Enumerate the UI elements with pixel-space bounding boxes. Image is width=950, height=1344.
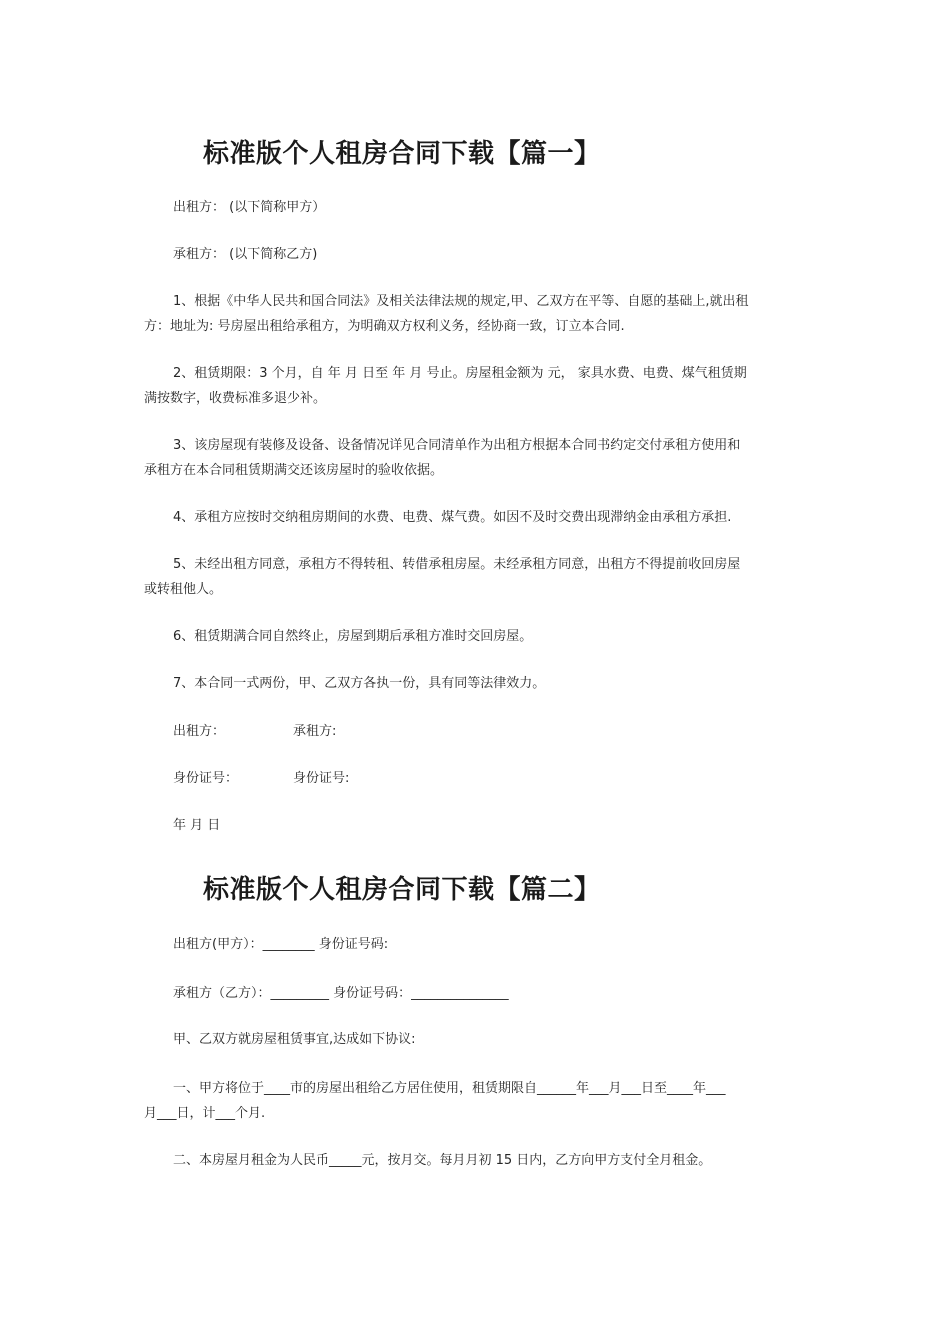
article-1-line-1: 一、甲方将位于____市的房屋出租给乙方居住使用，租赁期限自______年___月___日至____年___ <box>173 1081 726 1096</box>
clause-1-line-2: 方：地址为: 号房屋出租给承租方，为明确双方权利义务，经协商一致，订立本合同. <box>144 319 625 334</box>
signature-lessor-label: 出租方： <box>173 724 226 739</box>
clause-2-line-2: 满按数字，收费标准多退少补。 <box>144 391 327 406</box>
lessor-line: 出租方： (以下简称甲方） <box>173 200 326 215</box>
clause-2-line-1: 2、租赁期限：3 个月，自 年 月 日至 年 月 号止。房屋租金额为 元， 家具水费、电费、煤气租赁期 <box>173 366 747 381</box>
clause-3-line-2: 承租方在本合同租赁期满交还该房屋时的验收依据。 <box>144 463 444 478</box>
clause-6: 6、租赁期满合同自然终止，房屋到期后承租方准时交回房屋。 <box>173 629 533 644</box>
clause-4: 4、承租方应按时交纳租房期间的水费、电费、煤气费。如因不及时交费出现滞纳金由承租方承担. <box>173 510 732 525</box>
clause-5-line-2: 或转租他人。 <box>144 582 223 597</box>
article-1-line-2: 月___日，计___个月. <box>144 1106 266 1121</box>
clause-1-line-1: 1、根据《中华人民共和国合同法》及相关法律法规的规定,甲、乙双方在平等、自愿的基础上,就出租 <box>173 294 749 309</box>
article-2: 二、本房屋月租金为人民币_____元，按月交。每月月初 15 日内，乙方向甲方支付全月租金。 <box>173 1153 712 1168</box>
clause-5-line-1: 5、未经出租方同意，承租方不得转租、转借承租房屋。未经承租方同意，出租方不得提前收回房屋 <box>173 557 741 572</box>
signature-lessee-label: 承租方: <box>293 724 337 739</box>
section-2-title: 标准版个人租房合同下载【篇二】 <box>203 875 601 905</box>
id-lessor-label: 身份证号： <box>173 771 239 786</box>
lessee-id-line: 承租方（乙方）：_________ 身份证号码：_______________ <box>173 986 509 1001</box>
clause-7: 7、本合同一式两份，甲、乙双方各执一份，具有同等法律效力。 <box>173 676 546 691</box>
lessee-line: 承租方： (以下简称乙方) <box>173 247 318 262</box>
date-line: 年 月 日 <box>173 818 221 833</box>
section-1-title: 标准版个人租房合同下载【篇一】 <box>203 139 601 169</box>
id-lessee-label: 身份证号: <box>293 771 350 786</box>
lessor-id-line: 出租方(甲方）：________ 身份证号码: <box>173 937 389 952</box>
clause-3-line-1: 3、该房屋现有装修及设备、设备情况详见合同清单作为出租方根据本合同书约定交付承租方使用和 <box>173 438 741 453</box>
agreement-intro: 甲、乙双方就房屋租赁事宜,达成如下协议: <box>173 1032 416 1047</box>
